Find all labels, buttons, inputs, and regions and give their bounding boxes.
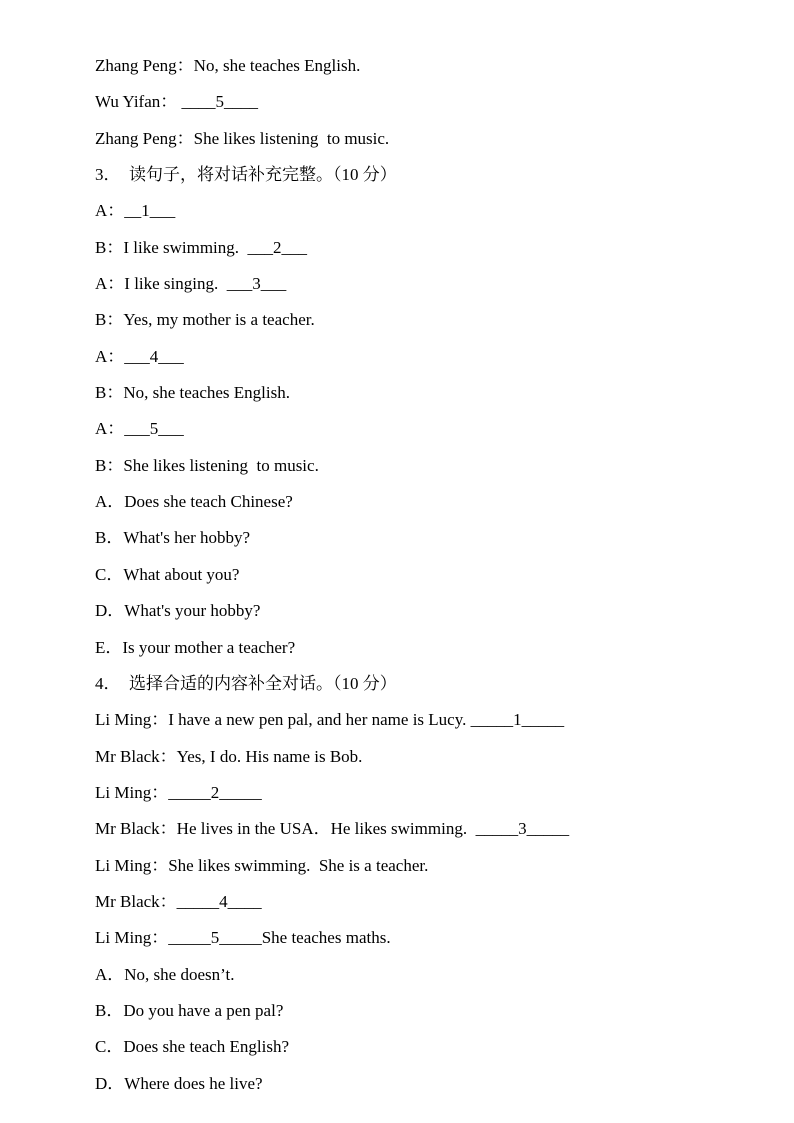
document-page [95, 52, 755, 1106]
dialogue-line-a-blank-4: A：___4___ [95, 346, 184, 366]
option-b: B．Do you have a pen pal? [95, 1000, 284, 1020]
dialogue-line-li-ming-blank-1: Li Ming：I have a new pen pal, and her name is Lucy. _____1_____ [95, 710, 565, 730]
option-d: D．What's your hobby? [95, 601, 261, 621]
dialogue-line-a-blank-3: A：I like singing. ___3___ [95, 274, 287, 294]
dialogue-line-a-blank-5: A：___5___ [95, 419, 184, 439]
dialogue-line-zhang-peng: Zhang Peng：No, she teaches English. [95, 56, 361, 75]
option-a: A．No, she doesn’t. [95, 964, 235, 984]
section-3-heading: 3． 读句子，将对话补充完整。（10 分） [95, 165, 397, 185]
option-b: B．What's her hobby? [95, 528, 251, 548]
dialogue-line-a-blank-1: A：__1___ [95, 201, 176, 221]
dialogue-line-b: B：Yes, my mother is a teacher. [95, 310, 315, 330]
section-4-heading: 4． 选择合适的内容补全对话。（10 分） [95, 673, 397, 693]
dialogue-line-mr-black-blank-3: Mr Black：He lives in the USA．He likes swimming. _____3_____ [95, 819, 570, 839]
dialogue-line-li-ming: Li Ming：She likes swimming. She is a teacher. [95, 855, 429, 875]
option-c: C．Does she teach English? [95, 1037, 290, 1057]
dialogue-line-b: B：No, she teaches English. [95, 383, 290, 403]
option-c: C．What about you? [95, 564, 240, 584]
dialogue-line-b-blank-2: B：I like swimming. ___2___ [95, 237, 308, 257]
dialogue-line-wu-yifan-blank-5: Wu Yifan： ____5____ [95, 92, 259, 112]
dialogue-line-li-ming-blank-5: Li Ming：_____5_____She teaches maths. [95, 928, 391, 948]
option-d: D．Where does he live? [95, 1073, 263, 1093]
option-e: E．Is your mother a teacher? [95, 637, 296, 657]
dialogue-line-mr-black-blank-4: Mr Black：_____4____ [95, 891, 262, 911]
dialogue-line-mr-black: Mr Black：Yes, I do. His name is Bob. [95, 746, 363, 766]
dialogue-line-b: B：She likes listening to music. [95, 455, 319, 475]
dialogue-line-zhang-peng: Zhang Peng：She likes listening to music. [95, 128, 390, 148]
dialogue-line-li-ming-blank-2: Li Ming：_____2_____ [95, 782, 262, 802]
option-a: A．Does she teach Chinese? [95, 492, 293, 512]
